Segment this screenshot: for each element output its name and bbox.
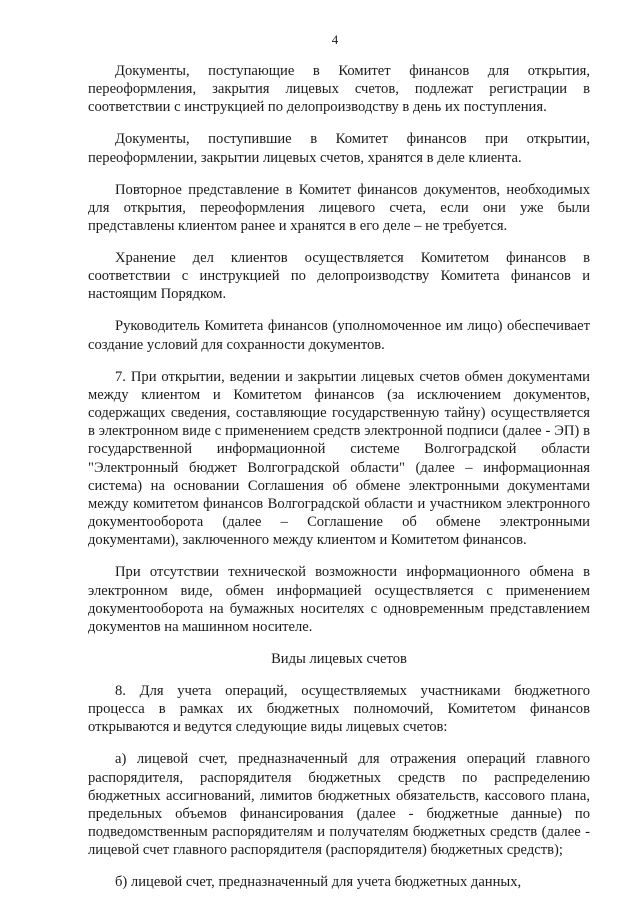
paragraph-paper-exchange: При отсутствии технической возможности информационного обмена в электронном виде, обмен информацией осуществляется с применением документооборота на бумажных носителях с одновременным представлением документов на машинном носителе. [88,564,590,636]
section-heading: Виды лицевых счетов [271,651,407,668]
paragraph-head-responsibility: Руководитель Комитета финансов (уполномоченное им лицо) обеспечивает создание условий для сохранности документов. [88,318,590,353]
paragraph-storage-in-client-file: Документы, поступившие в Комитет финансов при открытии, переоформлении, закрытии лицевых счетов, хранятся в деле клиента. [88,131,590,166]
paragraph-subitem-b: б) лицевой счет, предназначенный для учета бюджетных данных, [115,874,522,891]
paragraph-item-8-account-types: 8. Для учета операций, осуществляемых участниками бюджетного процесса в рамках их бюджетных полномочий, Комитетом финансов открываются и ведутся следующие виды лицевых счетов: [88,683,590,736]
paragraph-client-files-storage: Хранение дел клиентов осуществляется Комитетом финансов в соответствии с инструкцией по делопроизводству Комитета финансов и настоящим Порядком. [88,250,590,303]
paragraph-repeat-submission: Повторное представление в Комитет финансов документов, необходимых для открытия, переоформления лицевого счета, если они уже были представлены клиентом ранее и хранятся в его деле – не требуется. [88,181,590,235]
paragraph-item-7-document-exchange: 7. При открытии, ведении и закрытии лицевых счетов обмен документами между клиентом и Комитетом финансов (за исключением документов, содержащих сведения, составляющие государственную тайну) осуществляется в электронном виде с применением средств электронной подписи (далее - ЭП) в государственной информационной системе Волгоградской области "Электронный бюджет Волгоградской области" (далее – информационная система) на основании Соглашения об обмене электронными документами между комитетом финансов Волгоградской области и участником электронного документооборота (далее – Соглашение об обмене электронными документами), заключенного между клиентом и Комитетом финансов. [88,368,590,549]
paragraph-registration: Документы, поступающие в Комитет финансов для открытия, переоформления, закрытия лицевых счетов, подлежат регистрации в соответствии с инструкцией по делопроизводству в день их поступления. [88,63,590,116]
document-body [88,62,590,905]
paragraph-subitem-a: а) лицевой счет, предназначенный для отражения операций главного распорядителя, распорядителя бюджетных средств по распределению бюджетных ассигнований, лимитов бюджетных обязательств, кассового плана, предельных объемов финансирования (далее - бюджетные данные) по подведомственным распорядителям и получателям бюджетных средств (далее - лицевой счет главного распорядителя (распорядителя) бюджетных средств); [88,751,590,859]
page-number: 4 [331,32,339,47]
